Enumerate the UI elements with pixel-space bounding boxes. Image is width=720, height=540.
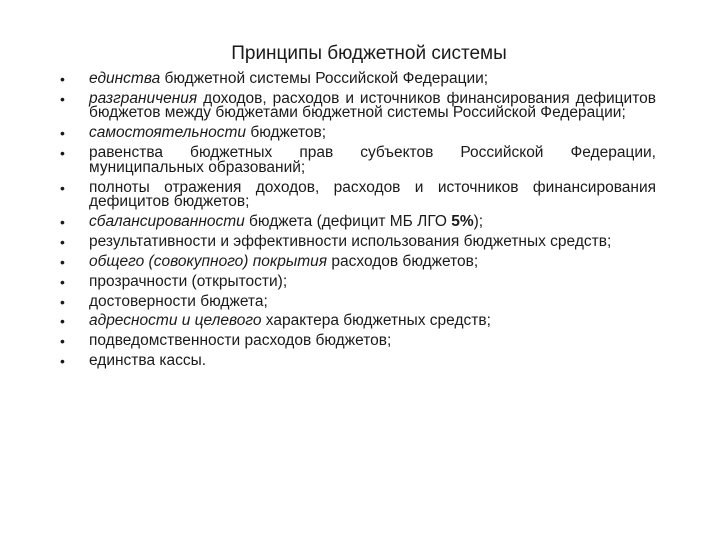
item-text: прозрачности (открытости); — [89, 272, 288, 290]
list-item — [60, 72, 656, 87]
item-text: равенства бюджетных прав субъектов Российской Федерации, муниципальных образований; — [89, 144, 656, 176]
item-text: бюджета (дефицит МБ ЛГО — [244, 212, 452, 230]
list-item — [60, 146, 656, 175]
item-text: бюджетной системы Российской Федерации; — [160, 70, 489, 87]
list-item — [60, 252, 656, 270]
principles-list — [60, 72, 656, 374]
list-item — [60, 292, 656, 310]
item-lead: разграничения — [89, 89, 198, 107]
list-item — [60, 178, 656, 211]
item-text: бюджетов; — [246, 124, 327, 142]
item-lead: самостоятельности — [89, 124, 247, 142]
item-lead: сбалансированности — [89, 212, 245, 230]
bullet-icon: • — [60, 333, 65, 350]
list-item — [60, 334, 656, 349]
bullet-icon: • — [60, 313, 65, 330]
item-text: достоверности бюджета; — [89, 292, 268, 310]
list-item — [60, 272, 656, 290]
list-item — [60, 89, 656, 122]
item-text: доходов, расходов и источников финансирования дефицитов бюджетов между бюджетами бюджетной системы Российской Федерации; — [89, 89, 656, 122]
bullet-icon: • — [60, 90, 65, 107]
bullet-icon: • — [60, 71, 65, 87]
item-text: характера бюджетных средств; — [261, 312, 491, 330]
item-text: результативности и эффективности использования бюджетных средств; — [89, 232, 612, 250]
bullet-icon: • — [60, 353, 65, 370]
bullet-icon: • — [60, 213, 65, 230]
item-lead: адресности и целевого — [89, 312, 262, 330]
bullet-icon: • — [60, 179, 65, 196]
list-item — [60, 126, 656, 141]
bullet-icon: • — [60, 273, 65, 290]
item-lead: общего (совокупного) покрытия — [89, 252, 328, 270]
item-text: единства кассы. — [89, 352, 207, 370]
bullet-icon: • — [60, 233, 65, 250]
list-item — [60, 314, 656, 329]
deficit-value: 5% — [451, 212, 474, 230]
bullet-icon: • — [60, 125, 65, 142]
list-item — [60, 232, 656, 250]
bullet-icon: • — [60, 145, 65, 162]
list-item — [60, 212, 656, 230]
bullet-icon: • — [60, 293, 65, 310]
slide-title: Принципы бюджетной системы — [231, 43, 507, 64]
item-lead: единства — [89, 70, 161, 87]
bullet-icon: • — [60, 253, 65, 270]
item-text: расходов бюджетов; — [327, 252, 479, 270]
item-text-after: ); — [473, 212, 484, 230]
list-item — [60, 354, 656, 369]
item-text: полноты отражения доходов, расходов и источников финансирования дефицитов бюджетов; — [89, 178, 656, 211]
item-text: подведомственности расходов бюджетов; — [89, 332, 392, 350]
